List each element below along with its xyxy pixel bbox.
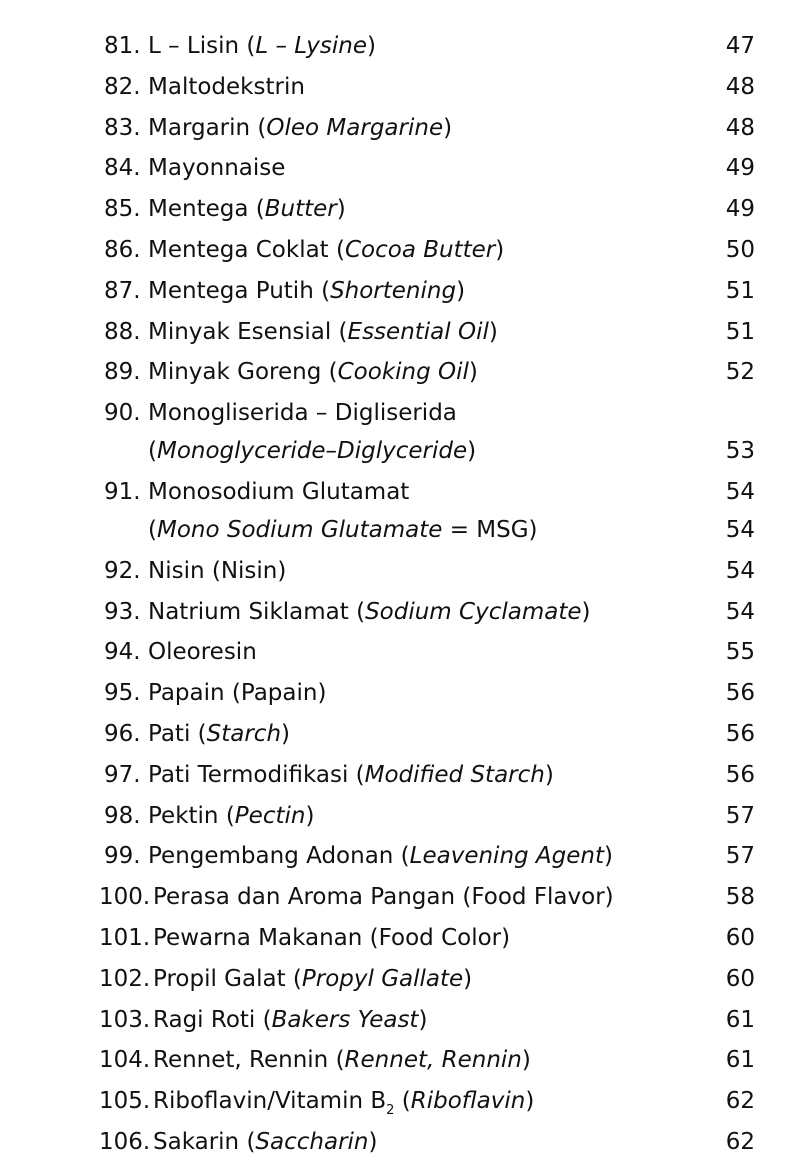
entry-number: 81.: [104, 33, 141, 59]
entry-title: Minyak Esensial (Essential Oil): [148, 318, 498, 345]
toc-entry-82[interactable]: [0, 67, 800, 108]
entry-page-number: 54: [725, 478, 755, 505]
entry-page-number: 61: [725, 1047, 755, 1074]
entry-page-number: 54: [725, 516, 755, 543]
entry-number: 102.: [99, 965, 151, 992]
subscript: 2: [386, 1103, 395, 1119]
entry-page-number: 61: [725, 1006, 755, 1033]
entry-page-number: 54: [725, 598, 755, 625]
entry-page-number: 48: [725, 114, 755, 141]
entry-number: 101.: [99, 924, 151, 951]
entry-number: 87.: [104, 277, 141, 304]
toc-entry-104[interactable]: [0, 1040, 800, 1081]
toc-entry-90[interactable]: [0, 393, 800, 431]
entry-number: 106.: [99, 1128, 151, 1155]
entry-page-number: 51: [725, 277, 755, 304]
entry-number: 91.: [104, 478, 141, 505]
entry-page-number: 49: [725, 196, 755, 223]
entry-number: 90.: [104, 400, 141, 427]
entry-page-number: 57: [725, 802, 755, 829]
entry-title: Papain (Papain): [148, 680, 327, 707]
entry-number: 104.: [99, 1047, 151, 1074]
entry-page-number: 48: [725, 73, 755, 100]
entry-title: Nisin (Nisin): [148, 557, 287, 584]
entry-title: Mentega (Butter): [148, 196, 346, 223]
entry-title: Pektin (Pectin): [148, 802, 315, 829]
entry-page-number: 57: [725, 843, 755, 870]
entry-title: Margarin (Oleo Margarine): [148, 114, 453, 141]
entry-page-number: 56: [725, 720, 755, 747]
entry-title: Perasa dan Aroma Pangan (Food Flavor): [153, 884, 614, 911]
entry-title: Maltodekstrin: [148, 73, 305, 100]
entry-title: L – Lisin (L – Lysine): [148, 33, 377, 59]
entry-page-number: 53: [725, 438, 755, 465]
entry-title: Monogliserida – Digliserida: [148, 400, 457, 427]
toc-entry-96[interactable]: [0, 714, 800, 755]
toc-entry-97[interactable]: [0, 755, 800, 796]
entry-page-number: 51: [725, 318, 755, 345]
toc-entry-89[interactable]: [0, 352, 800, 393]
toc-entry-84[interactable]: [0, 148, 800, 189]
toc-entry-85[interactable]: [0, 189, 800, 230]
entry-title: Natrium Siklamat (Sodium Cyclamate): [148, 598, 591, 625]
entry-title: Oleoresin: [148, 639, 257, 666]
entry-title: Pati (Starch): [148, 720, 290, 747]
entry-title: Sakarin (Saccharin): [153, 1128, 378, 1155]
toc-entry-100[interactable]: [0, 877, 800, 918]
toc-entry-91[interactable]: [0, 472, 800, 510]
table-of-contents: [0, 26, 800, 1163]
toc-entry-81[interactable]: [0, 26, 800, 67]
entry-title: Mentega Putih (Shortening): [148, 277, 466, 304]
entry-title: Monosodium Glutamat: [148, 478, 410, 505]
toc-entry-105[interactable]: [0, 1081, 800, 1122]
toc-entry-92[interactable]: [0, 551, 800, 592]
toc-entry-101[interactable]: [0, 918, 800, 959]
entry-page-number: 49: [725, 155, 755, 182]
entry-title: Ragi Roti (Bakers Yeast): [153, 1006, 428, 1033]
entry-page-number: 62: [725, 1128, 755, 1155]
entry-page-number: 56: [725, 761, 755, 788]
entry-page-number: 60: [725, 965, 755, 992]
entry-title: Pengembang Adonan (Leavening Agent): [148, 843, 613, 870]
toc-entry-102[interactable]: [0, 959, 800, 1000]
entry-title: Mentega Coklat (Cocoa Butter): [148, 236, 505, 263]
toc-entry-99[interactable]: [0, 836, 800, 877]
entry-title: Pati Termodifikasi (Modified Starch): [148, 761, 554, 788]
toc-entry-83[interactable]: [0, 108, 800, 149]
entry-number: 89.: [104, 359, 141, 386]
entry-page-number: 52: [725, 359, 755, 386]
entry-number: 83.: [104, 114, 141, 141]
entry-number: 92.: [104, 557, 141, 584]
entry-number: 85.: [104, 196, 141, 223]
entry-title: Pewarna Makanan (Food Color): [153, 924, 511, 951]
toc-entry-98[interactable]: [0, 796, 800, 837]
toc-entry-90-continued[interactable]: [0, 431, 800, 472]
toc-entry-95[interactable]: [0, 673, 800, 714]
entry-page-number: 50: [725, 236, 755, 263]
entry-number: 84.: [104, 155, 141, 182]
entry-title: Riboflavin/Vitamin $B_2$ (Riboflavin): [153, 1088, 535, 1119]
toc-entry-87[interactable]: [0, 271, 800, 312]
entry-title: Minyak Goreng (Cooking Oil): [148, 359, 478, 386]
entry-page-number: 60: [725, 924, 755, 951]
entry-number: 88.: [104, 318, 141, 345]
entry-number: 96.: [104, 720, 141, 747]
entry-title: Rennet, Rennin (Rennet, Rennin): [153, 1047, 531, 1074]
entry-page-number: 54: [725, 557, 755, 584]
entry-title: Propil Galat (Propyl Gallate): [153, 965, 473, 992]
entry-page-number: 56: [725, 680, 755, 707]
entry-number: 95.: [104, 680, 141, 707]
entry-number: 98.: [104, 802, 141, 829]
entry-title: (Mono Sodium Glutamate = MSG): [148, 516, 538, 543]
entry-number: 93.: [104, 598, 141, 625]
entry-title: (Monoglyceride–Diglyceride): [148, 438, 477, 465]
toc-entry-94[interactable]: [0, 632, 800, 673]
toc-entry-91-continued[interactable]: [0, 510, 800, 551]
entry-page-number: 58: [725, 884, 755, 911]
entry-number: 100.: [99, 884, 151, 911]
entry-title: Mayonnaise: [148, 155, 286, 182]
entry-page-number: 62: [725, 1088, 755, 1115]
entry-number: 105.: [99, 1088, 151, 1115]
toc-entry-106[interactable]: [0, 1122, 800, 1163]
entry-number: 82.: [104, 73, 141, 100]
entry-page-number: 55: [725, 639, 755, 666]
toc-entry-93[interactable]: [0, 592, 800, 633]
entry-number: 86.: [104, 236, 141, 263]
entry-number: 103.: [99, 1006, 151, 1033]
toc-entry-86[interactable]: [0, 230, 800, 271]
entry-page-number: 47: [725, 33, 755, 59]
entry-number: 97.: [104, 761, 141, 788]
toc-entry-103[interactable]: [0, 1000, 800, 1041]
entry-number: 94.: [104, 639, 141, 666]
toc-entry-88[interactable]: [0, 312, 800, 353]
entry-number: 99.: [104, 843, 141, 870]
